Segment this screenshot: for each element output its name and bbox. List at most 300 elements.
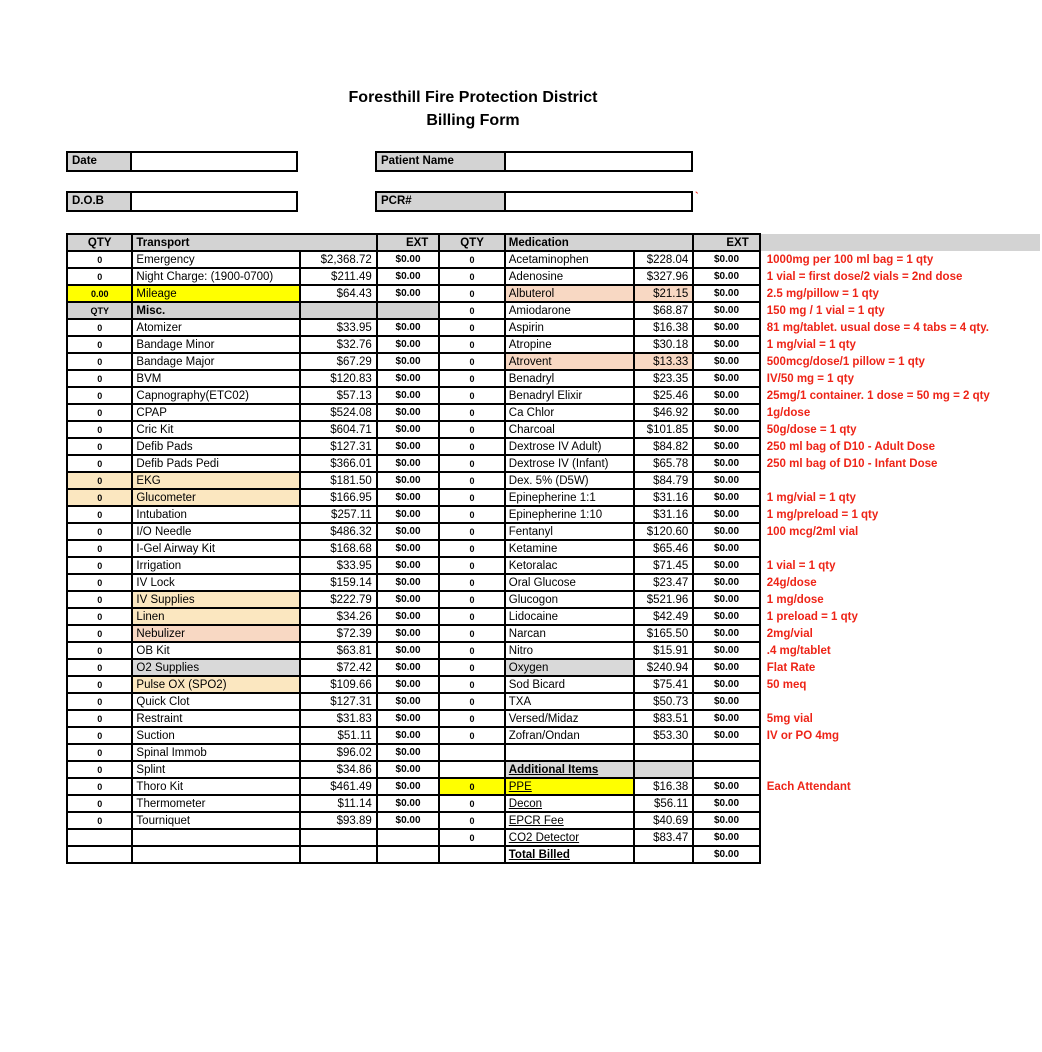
unit-price: $101.85 bbox=[634, 421, 693, 438]
qty-input[interactable]: 0 bbox=[439, 455, 504, 472]
qty-input[interactable]: 0 bbox=[439, 642, 504, 659]
dose-note: 1 mg/preload = 1 qty bbox=[760, 506, 1041, 523]
unit-price: $166.95 bbox=[300, 489, 377, 506]
item-name bbox=[505, 744, 635, 761]
qty-input[interactable]: 0 bbox=[439, 812, 504, 829]
dose-note bbox=[760, 540, 1041, 557]
item-name: Pulse OX (SPO2) bbox=[132, 676, 300, 693]
dose-note: IV or PO 4mg bbox=[760, 727, 1041, 744]
qty-input[interactable]: 0 bbox=[67, 523, 132, 540]
qty-input[interactable]: 0 bbox=[67, 778, 132, 795]
unit-price: $228.04 bbox=[634, 251, 693, 268]
item-name: CO2 Detector bbox=[505, 829, 635, 846]
unit-price: $65.78 bbox=[634, 455, 693, 472]
dob-field-group bbox=[66, 191, 298, 212]
unit-price: $84.79 bbox=[634, 472, 693, 489]
dose-note: 1 mg/dose bbox=[760, 591, 1041, 608]
item-name: IV Lock bbox=[132, 574, 300, 591]
patient-name-label: Patient Name bbox=[375, 151, 506, 172]
item-name: Ketamine bbox=[505, 540, 635, 557]
qty-input[interactable]: 0 bbox=[67, 268, 132, 285]
ext-amount: $0.00 bbox=[693, 557, 760, 574]
unit-price: $127.31 bbox=[300, 438, 377, 455]
item-name: I-Gel Airway Kit bbox=[132, 540, 300, 557]
unit-price bbox=[634, 761, 693, 778]
ext-amount: $0.00 bbox=[693, 795, 760, 812]
item-name: Lidocaine bbox=[505, 608, 635, 625]
qty-input[interactable]: 0 bbox=[67, 795, 132, 812]
unit-price: $120.83 bbox=[300, 370, 377, 387]
table-row bbox=[67, 438, 1041, 455]
ext-amount: $0.00 bbox=[377, 353, 440, 370]
item-name: I/O Needle bbox=[132, 523, 300, 540]
qty-input[interactable]: 0 bbox=[439, 591, 504, 608]
qty-input[interactable]: 0 bbox=[67, 727, 132, 744]
ext-amount: $0.00 bbox=[377, 387, 440, 404]
ext-amount: $0.00 bbox=[693, 319, 760, 336]
unit-price: $524.08 bbox=[300, 404, 377, 421]
dose-note bbox=[760, 846, 1041, 863]
qty-input[interactable]: 0 bbox=[67, 421, 132, 438]
unit-price: $604.71 bbox=[300, 421, 377, 438]
unit-price: $71.45 bbox=[634, 557, 693, 574]
unit-price: $31.16 bbox=[634, 506, 693, 523]
ext-amount: $0.00 bbox=[693, 812, 760, 829]
table-row bbox=[67, 336, 1041, 353]
unit-price: $31.16 bbox=[634, 489, 693, 506]
item-name: Capnography(ETC02) bbox=[132, 387, 300, 404]
qty-input[interactable]: 0 bbox=[439, 710, 504, 727]
ext-amount bbox=[377, 302, 440, 319]
ext-amount: $0.00 bbox=[377, 472, 440, 489]
ext-amount: $0.00 bbox=[377, 489, 440, 506]
ext-amount: $0.00 bbox=[377, 404, 440, 421]
qty-input[interactable]: 0 bbox=[67, 387, 132, 404]
ext-amount: $0.00 bbox=[377, 319, 440, 336]
unit-price: $159.14 bbox=[300, 574, 377, 591]
unit-price: $120.60 bbox=[634, 523, 693, 540]
item-name: Thoro Kit bbox=[132, 778, 300, 795]
qty-input[interactable]: 0 bbox=[67, 676, 132, 693]
ext-amount: $0.00 bbox=[377, 336, 440, 353]
qty-input[interactable]: 0 bbox=[67, 336, 132, 353]
dose-note: 1 vial = 1 qty bbox=[760, 557, 1041, 574]
item-name: Ketoralac bbox=[505, 557, 635, 574]
qty-input[interactable]: 0 bbox=[439, 659, 504, 676]
dose-note: 24g/dose bbox=[760, 574, 1041, 591]
item-name: Linen bbox=[132, 608, 300, 625]
table-row bbox=[67, 489, 1041, 506]
qty-input[interactable]: 0 bbox=[67, 319, 132, 336]
dose-note: 100 mcg/2ml vial bbox=[760, 523, 1041, 540]
item-name: PPE bbox=[505, 778, 635, 795]
unit-price: $16.38 bbox=[634, 778, 693, 795]
ext-amount: $0.00 bbox=[377, 285, 440, 302]
item-name: Glucometer bbox=[132, 489, 300, 506]
qty-input[interactable]: 0 bbox=[439, 727, 504, 744]
header-ext-medication: EXT bbox=[693, 234, 760, 251]
unit-price bbox=[634, 744, 693, 761]
ext-amount: $0.00 bbox=[693, 285, 760, 302]
ext-amount: $0.00 bbox=[693, 540, 760, 557]
unit-price: $486.32 bbox=[300, 523, 377, 540]
table-row bbox=[67, 506, 1041, 523]
item-name: Albuterol bbox=[505, 285, 635, 302]
item-name: Bandage Minor bbox=[132, 336, 300, 353]
item-name: Cric Kit bbox=[132, 421, 300, 438]
unit-price: $72.42 bbox=[300, 659, 377, 676]
unit-price: $67.29 bbox=[300, 353, 377, 370]
unit-price: $181.50 bbox=[300, 472, 377, 489]
dose-note: .4 mg/tablet bbox=[760, 642, 1041, 659]
qty-input[interactable]: 0 bbox=[439, 336, 504, 353]
unit-price: $327.96 bbox=[634, 268, 693, 285]
item-name: Epinepherine 1:10 bbox=[505, 506, 635, 523]
ext-amount bbox=[377, 846, 440, 863]
dose-note bbox=[760, 761, 1041, 778]
ext-amount: $0.00 bbox=[693, 523, 760, 540]
item-name: Intubation bbox=[132, 506, 300, 523]
pcr-red-marker: ` bbox=[695, 191, 699, 203]
qty-input[interactable]: 0 bbox=[439, 268, 504, 285]
qty-input[interactable]: 0 bbox=[439, 625, 504, 642]
ext-amount: $0.00 bbox=[693, 438, 760, 455]
item-name: Mileage bbox=[132, 285, 300, 302]
ext-amount: $0.00 bbox=[693, 829, 760, 846]
ext-amount: $0.00 bbox=[693, 472, 760, 489]
item-name: Defib Pads bbox=[132, 438, 300, 455]
dose-note: 1 mg/vial = 1 qty bbox=[760, 336, 1041, 353]
item-name bbox=[132, 829, 300, 846]
item-name: Glucogon bbox=[505, 591, 635, 608]
table-row bbox=[67, 676, 1041, 693]
qty-input[interactable]: 0 bbox=[439, 319, 504, 336]
ext-amount: $0.00 bbox=[693, 387, 760, 404]
qty-input[interactable]: 0 bbox=[439, 472, 504, 489]
qty-input[interactable]: 0 bbox=[439, 421, 504, 438]
table-row bbox=[67, 795, 1041, 812]
unit-price: $31.83 bbox=[300, 710, 377, 727]
patient-name-input[interactable] bbox=[504, 151, 693, 172]
unit-price: $168.68 bbox=[300, 540, 377, 557]
table-header-row bbox=[67, 234, 1041, 251]
unit-price: $63.81 bbox=[300, 642, 377, 659]
item-name: TXA bbox=[505, 693, 635, 710]
qty-input[interactable] bbox=[67, 846, 132, 863]
qty-input[interactable]: 0 bbox=[439, 302, 504, 319]
qty-input[interactable]: 0 bbox=[439, 523, 504, 540]
qty-input[interactable]: 0 bbox=[439, 795, 504, 812]
unit-price: $42.49 bbox=[634, 608, 693, 625]
unit-price: $83.47 bbox=[634, 829, 693, 846]
qty-input[interactable]: 0 bbox=[67, 455, 132, 472]
item-name: Amiodarone bbox=[505, 302, 635, 319]
ext-amount bbox=[693, 761, 760, 778]
unit-price: $165.50 bbox=[634, 625, 693, 642]
qty-input[interactable]: 0 bbox=[439, 404, 504, 421]
item-name: Splint bbox=[132, 761, 300, 778]
dob-input[interactable] bbox=[130, 191, 298, 212]
ext-amount: $0.00 bbox=[693, 489, 760, 506]
header-ext-transport: EXT bbox=[377, 234, 440, 251]
item-name: Irrigation bbox=[132, 557, 300, 574]
qty-input[interactable]: 0 bbox=[439, 574, 504, 591]
ext-amount: $0.00 bbox=[693, 778, 760, 795]
ext-amount: $0.00 bbox=[693, 710, 760, 727]
ext-amount: $0.00 bbox=[377, 268, 440, 285]
unit-price: $75.41 bbox=[634, 676, 693, 693]
dose-note: 2mg/vial bbox=[760, 625, 1041, 642]
qty-input[interactable] bbox=[439, 761, 504, 778]
dose-note: 1 mg/vial = 1 qty bbox=[760, 489, 1041, 506]
ext-amount bbox=[377, 829, 440, 846]
qty-input[interactable]: 0.00 bbox=[67, 285, 132, 302]
dose-note: 81 mg/tablet. usual dose = 4 tabs = 4 qty. bbox=[760, 319, 1041, 336]
table-row bbox=[67, 302, 1041, 319]
ext-amount: $0.00 bbox=[693, 404, 760, 421]
ext-amount: $0.00 bbox=[693, 608, 760, 625]
table-row bbox=[67, 829, 1041, 846]
patient-name-field-group bbox=[375, 151, 693, 172]
ext-amount: $0.00 bbox=[377, 557, 440, 574]
dose-note: 25mg/1 container. 1 dose = 50 mg = 2 qty bbox=[760, 387, 1041, 404]
ext-amount: $0.00 bbox=[377, 625, 440, 642]
item-name: Narcan bbox=[505, 625, 635, 642]
qty-input[interactable]: 0 bbox=[67, 370, 132, 387]
header-transport: Transport bbox=[132, 234, 376, 251]
qty-input[interactable]: 0 bbox=[439, 353, 504, 370]
ext-amount: $0.00 bbox=[377, 455, 440, 472]
qty-input[interactable] bbox=[439, 846, 504, 863]
item-name: EPCR Fee bbox=[505, 812, 635, 829]
unit-price: $461.49 bbox=[300, 778, 377, 795]
dose-note: 150 mg / 1 vial = 1 qty bbox=[760, 302, 1041, 319]
item-name: Sod Bicard bbox=[505, 676, 635, 693]
qty-input[interactable]: 0 bbox=[439, 829, 504, 846]
item-name: Defib Pads Pedi bbox=[132, 455, 300, 472]
item-name: Spinal Immob bbox=[132, 744, 300, 761]
table-row bbox=[67, 540, 1041, 557]
unit-price: $11.14 bbox=[300, 795, 377, 812]
item-name: Total Billed bbox=[505, 846, 635, 863]
item-name: Thermometer bbox=[132, 795, 300, 812]
ext-amount: $0.00 bbox=[377, 710, 440, 727]
table-row bbox=[67, 421, 1041, 438]
qty-input[interactable]: 0 bbox=[67, 744, 132, 761]
ext-amount: $0.00 bbox=[693, 625, 760, 642]
qty-input[interactable]: 0 bbox=[439, 370, 504, 387]
qty-input[interactable]: 0 bbox=[439, 285, 504, 302]
item-name: OB Kit bbox=[132, 642, 300, 659]
table-row bbox=[67, 523, 1041, 540]
ext-amount: $0.00 bbox=[377, 421, 440, 438]
dose-note bbox=[760, 472, 1041, 489]
qty-input[interactable]: 0 bbox=[439, 557, 504, 574]
table-row bbox=[67, 744, 1041, 761]
qty-input[interactable] bbox=[67, 829, 132, 846]
unit-price: $96.02 bbox=[300, 744, 377, 761]
item-name: Acetaminophen bbox=[505, 251, 635, 268]
item-name: Aspirin bbox=[505, 319, 635, 336]
item-name: Nitro bbox=[505, 642, 635, 659]
ext-amount: $0.00 bbox=[693, 370, 760, 387]
dose-note: 50 meq bbox=[760, 676, 1041, 693]
unit-price bbox=[634, 846, 693, 863]
table-row bbox=[67, 455, 1041, 472]
ext-amount: $0.00 bbox=[377, 727, 440, 744]
ext-amount: $0.00 bbox=[693, 336, 760, 353]
dose-note: 2.5 mg/pillow = 1 qty bbox=[760, 285, 1041, 302]
qty-input[interactable]: 0 bbox=[439, 438, 504, 455]
qty-input[interactable]: 0 bbox=[439, 387, 504, 404]
date-label: Date bbox=[66, 151, 132, 172]
table-row bbox=[67, 846, 1041, 863]
unit-price: $56.11 bbox=[634, 795, 693, 812]
dob-label: D.O.B bbox=[66, 191, 132, 212]
ext-amount: $0.00 bbox=[377, 523, 440, 540]
item-name: Epinepherine 1:1 bbox=[505, 489, 635, 506]
qty-input[interactable]: 0 bbox=[67, 710, 132, 727]
qty-input[interactable]: QTY bbox=[67, 302, 132, 319]
table-row bbox=[67, 319, 1041, 336]
qty-input[interactable]: 0 bbox=[67, 659, 132, 676]
unit-price: $23.47 bbox=[634, 574, 693, 591]
item-name: Fentanyl bbox=[505, 523, 635, 540]
qty-input[interactable] bbox=[439, 744, 504, 761]
unit-price bbox=[300, 846, 377, 863]
table-row bbox=[67, 625, 1041, 642]
table-row bbox=[67, 812, 1041, 829]
qty-input[interactable]: 0 bbox=[67, 693, 132, 710]
ext-amount: $0.00 bbox=[693, 574, 760, 591]
qty-input[interactable]: 0 bbox=[439, 251, 504, 268]
table-row bbox=[67, 387, 1041, 404]
item-name: Suction bbox=[132, 727, 300, 744]
qty-input[interactable]: 0 bbox=[67, 608, 132, 625]
ext-amount: $0.00 bbox=[377, 812, 440, 829]
item-name: Benadryl Elixir bbox=[505, 387, 635, 404]
qty-input[interactable]: 0 bbox=[67, 812, 132, 829]
date-field-group bbox=[66, 151, 298, 172]
item-name: Atrovent bbox=[505, 353, 635, 370]
qty-input[interactable]: 0 bbox=[439, 676, 504, 693]
qty-input[interactable]: 0 bbox=[439, 608, 504, 625]
pcr-label: PCR# bbox=[375, 191, 506, 212]
unit-price: $46.92 bbox=[634, 404, 693, 421]
qty-input[interactable]: 0 bbox=[67, 761, 132, 778]
unit-price: $93.89 bbox=[300, 812, 377, 829]
qty-input[interactable]: 0 bbox=[67, 506, 132, 523]
ext-amount: $0.00 bbox=[693, 251, 760, 268]
qty-input[interactable]: 0 bbox=[67, 540, 132, 557]
item-name: O2 Supplies bbox=[132, 659, 300, 676]
unit-price: $32.76 bbox=[300, 336, 377, 353]
item-name: Additional Items bbox=[505, 761, 635, 778]
table-row bbox=[67, 574, 1041, 591]
item-name bbox=[132, 846, 300, 863]
unit-price: $109.66 bbox=[300, 676, 377, 693]
date-input[interactable] bbox=[130, 151, 298, 172]
ext-amount: $0.00 bbox=[377, 676, 440, 693]
billing-table bbox=[66, 233, 1042, 864]
table-row bbox=[67, 251, 1041, 268]
unit-price: $33.95 bbox=[300, 557, 377, 574]
header-qty-medication: QTY bbox=[439, 234, 504, 251]
ext-amount: $0.00 bbox=[693, 455, 760, 472]
ext-amount: $0.00 bbox=[693, 676, 760, 693]
qty-input[interactable]: 0 bbox=[67, 625, 132, 642]
dose-note bbox=[760, 812, 1041, 829]
ext-amount: $0.00 bbox=[377, 608, 440, 625]
dose-note: 50g/dose = 1 qty bbox=[760, 421, 1041, 438]
item-name: CPAP bbox=[132, 404, 300, 421]
qty-input[interactable]: 0 bbox=[67, 591, 132, 608]
pcr-input[interactable] bbox=[504, 191, 693, 212]
unit-price: $240.94 bbox=[634, 659, 693, 676]
qty-input[interactable]: 0 bbox=[439, 489, 504, 506]
unit-price: $50.73 bbox=[634, 693, 693, 710]
unit-price: $366.01 bbox=[300, 455, 377, 472]
ext-amount: $0.00 bbox=[377, 659, 440, 676]
qty-input[interactable]: 0 bbox=[67, 353, 132, 370]
item-name: Oral Glucose bbox=[505, 574, 635, 591]
header-note-spacer bbox=[760, 234, 1041, 251]
qty-input[interactable]: 0 bbox=[67, 489, 132, 506]
header-medication: Medication bbox=[505, 234, 694, 251]
table-row bbox=[67, 710, 1041, 727]
item-name: Restraint bbox=[132, 710, 300, 727]
qty-input[interactable]: 0 bbox=[439, 540, 504, 557]
qty-input[interactable]: 0 bbox=[439, 778, 504, 795]
ext-amount: $0.00 bbox=[377, 778, 440, 795]
item-name: Ca Chlor bbox=[505, 404, 635, 421]
unit-price: $257.11 bbox=[300, 506, 377, 523]
dose-note: Flat Rate bbox=[760, 659, 1041, 676]
qty-input[interactable]: 0 bbox=[67, 438, 132, 455]
table-row bbox=[67, 268, 1041, 285]
unit-price bbox=[300, 829, 377, 846]
item-name: Adenosine bbox=[505, 268, 635, 285]
item-name: Versed/Midaz bbox=[505, 710, 635, 727]
qty-input[interactable]: 0 bbox=[439, 506, 504, 523]
qty-input[interactable]: 0 bbox=[67, 472, 132, 489]
table-row bbox=[67, 591, 1041, 608]
dose-note bbox=[760, 795, 1041, 812]
qty-input[interactable]: 0 bbox=[67, 251, 132, 268]
qty-input[interactable]: 0 bbox=[67, 574, 132, 591]
item-name: Quick Clot bbox=[132, 693, 300, 710]
unit-price: $13.33 bbox=[634, 353, 693, 370]
ext-amount: $0.00 bbox=[693, 642, 760, 659]
unit-price: $127.31 bbox=[300, 693, 377, 710]
qty-input[interactable]: 0 bbox=[67, 557, 132, 574]
qty-input[interactable]: 0 bbox=[67, 642, 132, 659]
table-row bbox=[67, 353, 1041, 370]
unit-price: $65.46 bbox=[634, 540, 693, 557]
ext-amount: $0.00 bbox=[377, 744, 440, 761]
ext-amount: $0.00 bbox=[377, 591, 440, 608]
unit-price: $521.96 bbox=[634, 591, 693, 608]
qty-input[interactable]: 0 bbox=[439, 693, 504, 710]
dose-note: 250 ml bag of D10 - Infant Dose bbox=[760, 455, 1041, 472]
ext-amount: $0.00 bbox=[377, 642, 440, 659]
item-name: Emergency bbox=[132, 251, 300, 268]
dose-note: IV/50 mg = 1 qty bbox=[760, 370, 1041, 387]
table-row bbox=[67, 472, 1041, 489]
qty-input[interactable]: 0 bbox=[67, 404, 132, 421]
item-name: Atropine bbox=[505, 336, 635, 353]
ext-amount: $0.00 bbox=[377, 251, 440, 268]
